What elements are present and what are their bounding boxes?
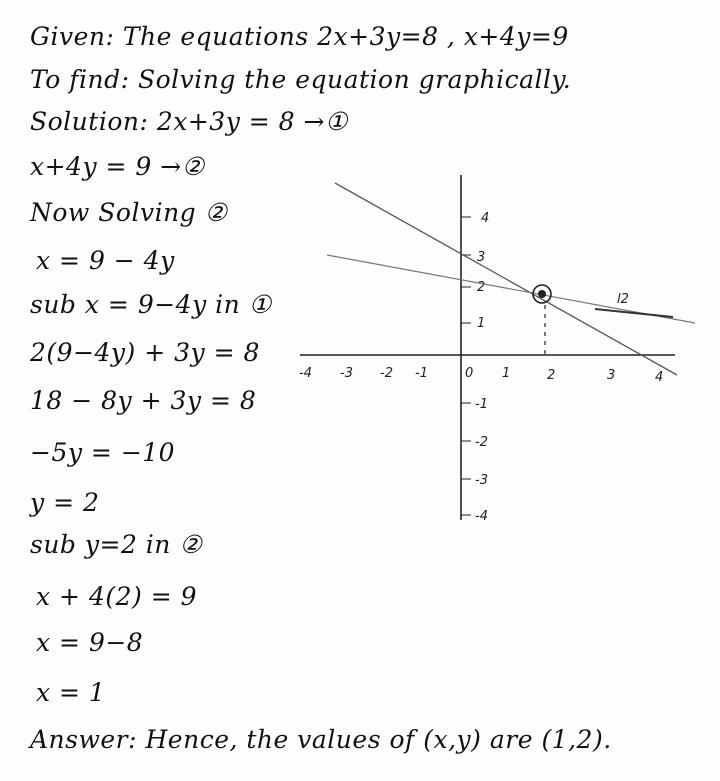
x-tick-label: 3 <box>607 368 616 383</box>
x-tick-label: 0 <box>465 366 474 381</box>
x-tick-label: -3 <box>340 366 353 381</box>
x-plus-4-line: x + 4(2) = 9 <box>36 582 198 611</box>
substitute-y-line: sub y=2 in ② <box>30 530 203 559</box>
x-expression-line: x = 9 − 4y <box>36 246 175 275</box>
graph <box>295 175 705 520</box>
y-tick-label: 4 <box>481 211 490 226</box>
y-value-line: y = 2 <box>30 488 100 517</box>
solution-line: Solution: 2x+3y = 8 →① <box>30 107 348 136</box>
y-tick-label: 2 <box>477 280 486 295</box>
x-nine-minus-eight-line: x = 9−8 <box>36 628 144 657</box>
now-solving-line: Now Solving ② <box>30 198 228 227</box>
y-tick-label: 3 <box>477 250 486 265</box>
given-line: Given: The equations 2x+3y=8 , x+4y=9 <box>30 22 569 51</box>
to-find-line: To find: Solving the equation graphically. <box>30 65 572 94</box>
intersection-dot <box>538 290 546 298</box>
y-tick-label: -2 <box>475 435 488 450</box>
x-tick-label: 2 <box>547 368 556 383</box>
simplify-line: 18 − 8y + 3y = 8 <box>30 386 257 415</box>
x-tick-label: -4 <box>299 366 312 381</box>
line-x-4y-9-bold-end <box>595 309 673 317</box>
x-tick-label: 1 <box>502 366 511 381</box>
line-2x-3y-8 <box>335 183 677 375</box>
x-value-line: x = 1 <box>36 678 106 707</box>
line-label: l2 <box>617 292 629 307</box>
minus-5y-line: −5y = −10 <box>30 438 176 467</box>
x-tick-label: -1 <box>415 366 428 381</box>
y-tick-label: -1 <box>475 397 488 412</box>
y-tick-label: -4 <box>475 509 488 520</box>
y-tick-label: -3 <box>475 473 488 488</box>
x-tick-label: 4 <box>655 370 664 385</box>
expanded-equation-line: 2(9−4y) + 3y = 8 <box>30 338 260 367</box>
answer-line: Answer: Hence, the values of (x,y) are (1,2). <box>30 725 612 754</box>
equation-2-line: x+4y = 9 →② <box>30 152 205 181</box>
x-tick-label: -2 <box>380 366 393 381</box>
substitute-x-line: sub x = 9−4y in ① <box>30 290 272 319</box>
y-tick-label: 1 <box>477 316 486 331</box>
